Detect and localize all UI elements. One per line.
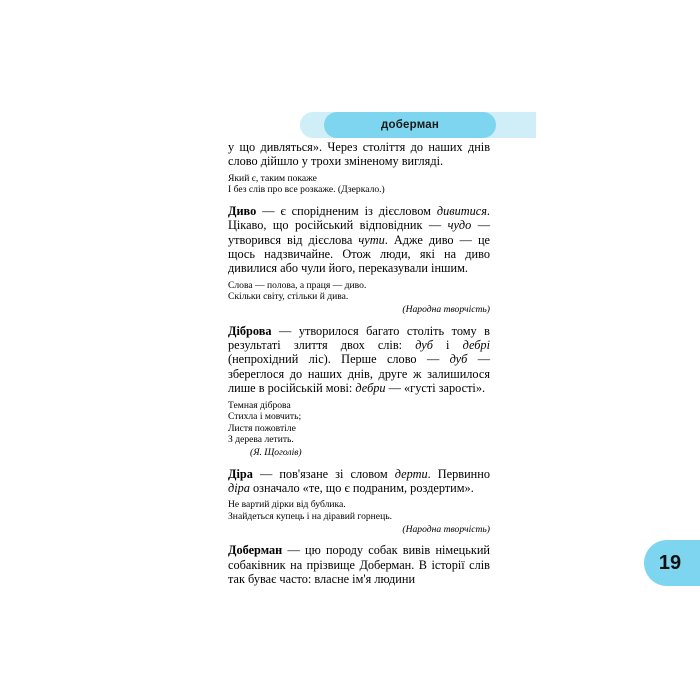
page-number-badge	[644, 540, 700, 586]
entry-verse	[228, 499, 490, 522]
page-number: 19	[658, 551, 682, 574]
continued-paragraph: у що дивляться». Через століття до наших днів слово дійшло у трохи зміненому вигляді.	[228, 140, 490, 169]
verse-line: Знайдеться купець і на діравий горнець.	[228, 511, 392, 522]
entry-definition: — є спорідненим із дієсловом дивитися. Цікаво, що російський відповідник — чудо — утворився від дієслова чути. Адже диво — це щось надзвичайне. Отож люди, які на диво дивилися або чули його, переказували іншим.	[228, 203, 491, 276]
dictionary-entry	[228, 324, 490, 459]
entry-verse	[228, 280, 490, 303]
entry-headword: Діра	[228, 466, 253, 481]
verse-line: З дерева летить.	[228, 434, 294, 446]
dictionary-entry	[228, 204, 490, 316]
verse-line: Який є, таким покаже	[228, 172, 317, 184]
entry-definition: — утворилося багато століть тому в результаті злиття двох слів: дуб і дебрі (непрохідний ліс). Перше слово — дуб — збереглося до наших днів, друге ж залишилося лише в російській мові: дебри — «густі зарості».	[228, 323, 490, 396]
entry-text	[228, 467, 490, 496]
entry-definition: — пов'язане зі словом дерти. Первинно діра означало «те, що є подраним, роздертим».	[228, 466, 490, 495]
entry-attribution: (Народна творчість)	[402, 523, 490, 535]
entry-headword: Діброва	[228, 323, 272, 338]
verse-line: Слова — полова, а праця — диво.	[228, 279, 367, 291]
entry-headword: Диво	[228, 203, 257, 218]
entry-definition: — цю породу собак вивів німецький собаківник на прізвище Доберман. В історії слів так буває часто: власне ім'я людини	[228, 543, 490, 586]
entry-text	[228, 543, 490, 586]
entry-text	[228, 204, 490, 276]
verse-line: Не вартий дірки від бублика.	[228, 499, 346, 511]
verse-line: Стихла і мовчить;	[228, 411, 302, 423]
verse-line: Листя пожовтіле	[228, 422, 296, 434]
running-title: доберман	[381, 119, 439, 131]
dictionary-entry	[228, 543, 490, 586]
entry-attribution: (Народна творчість)	[402, 304, 490, 315]
entry-attribution: (Я. Щоголів)	[250, 447, 302, 458]
entry-text	[228, 324, 490, 396]
verse-line: І без слів про все розкаже. (Дзеркало.)	[228, 184, 385, 196]
entry-headword: Доберман	[228, 543, 283, 558]
verse-line: Темная діброва	[228, 399, 291, 411]
continued-verse	[228, 173, 490, 196]
page-header	[300, 112, 536, 138]
text-column	[228, 140, 490, 586]
dictionary-entry	[228, 467, 490, 536]
verse-line: Скільки світу, стільки й дива.	[228, 291, 349, 303]
entry-verse	[228, 400, 490, 446]
